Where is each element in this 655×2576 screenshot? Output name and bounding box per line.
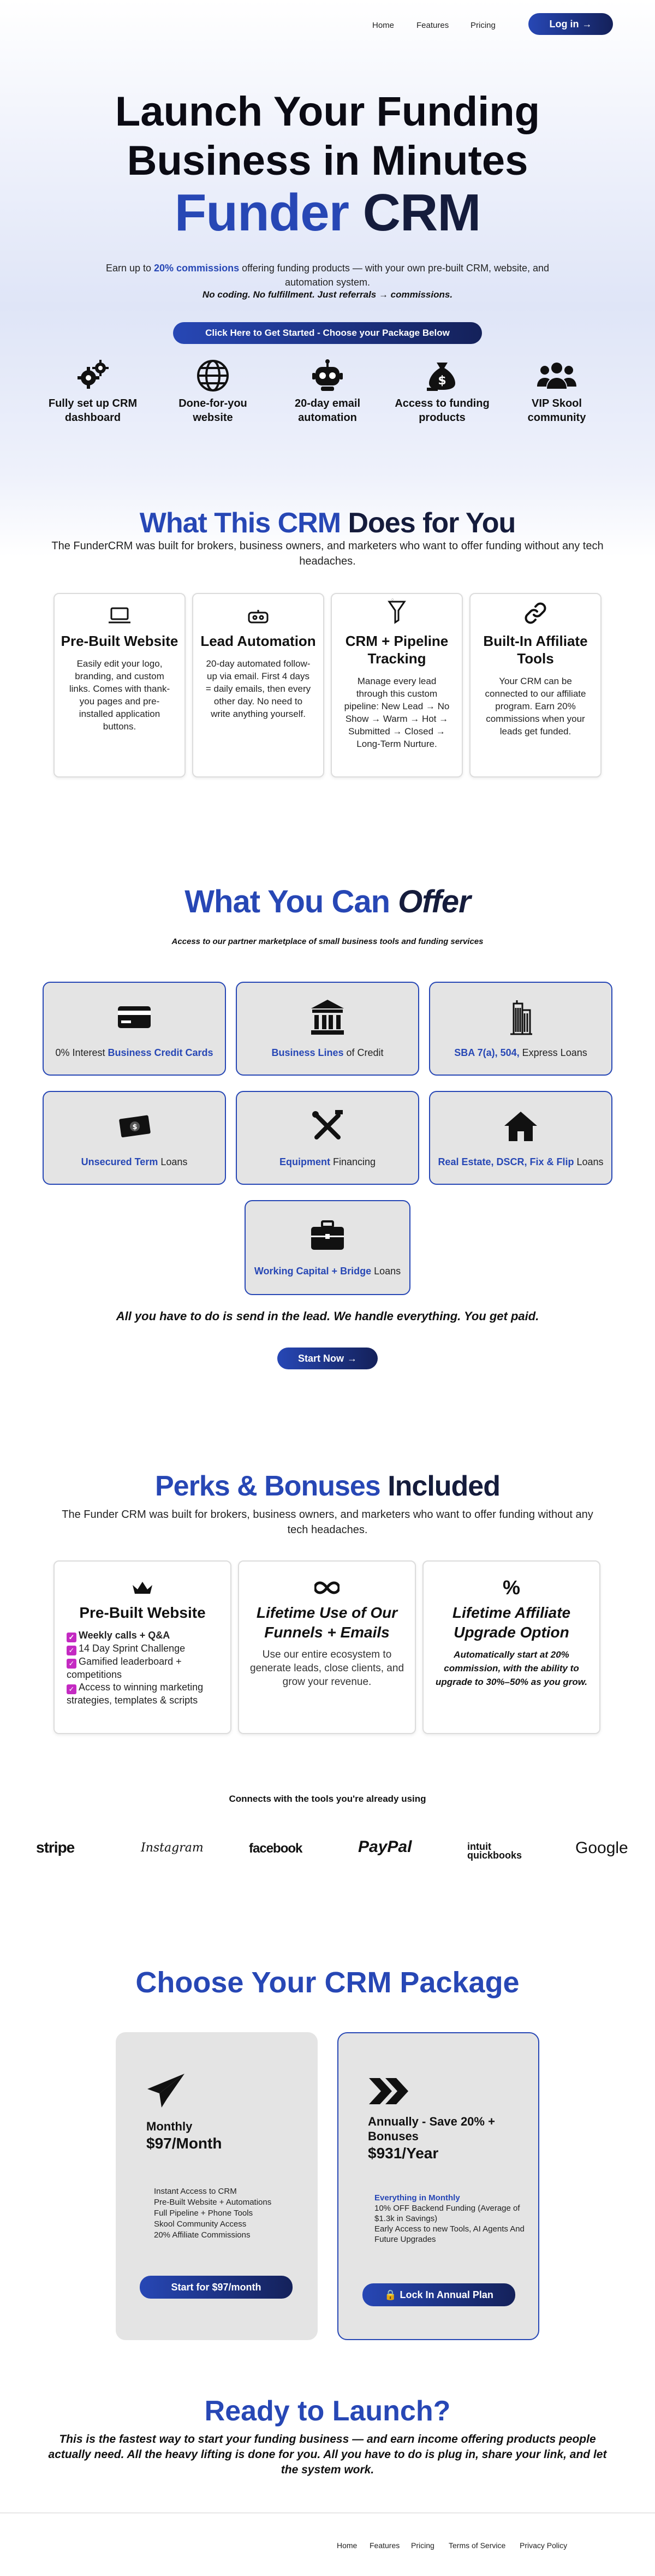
arrow-right-icon: → [347,1352,357,1364]
footer-pricing-link[interactable]: Pricing [411,2541,434,2550]
feature-item: Early Access to new Tools, AI Agents And Future Upgrades [374,2224,525,2244]
offer-credit-cards[interactable] [43,982,226,1076]
feature-item: 10% OFF Backend Funding (Average of $1.3k in Savings) [374,2204,520,2223]
percent-icon: % [502,1576,520,1599]
money-bag-icon [388,355,497,396]
brand-part2: CRM [362,183,481,242]
facebook-logo: facebook [249,1841,302,1856]
feature-label: Done-for-you website [178,397,247,424]
offer-highlight: Working Capital + Bridge [254,1266,372,1277]
offer-after: Loans [158,1156,188,1167]
start-now-button[interactable] [277,1348,378,1369]
feature-item: Instant Access to CRM [154,2187,237,2196]
offer-term-loans[interactable] [43,1091,226,1185]
offer-text [44,1047,225,1059]
feature-label: 20-day email automation [294,397,361,424]
crm-title-part2: Does for You [348,507,516,539]
card-title: Lead Automation [200,633,316,649]
checklist-label: Weekly calls + Q&A [79,1630,170,1641]
cash-icon [44,1107,225,1145]
community-icon [502,355,611,396]
tools-heading: Connects with the tools you're already using [229,1794,426,1804]
login-label: Log in [549,18,579,29]
offer-equipment-financing[interactable] [236,1091,419,1185]
perks-title-part1: Perks & Bonuses [155,1470,380,1502]
offer-working-capital[interactable] [245,1200,410,1295]
offer-after: of Credit [343,1047,384,1058]
nav-pricing-link[interactable]: Pricing [471,21,496,30]
annual-feature-list [374,2193,527,2245]
annual-button-label: Lock In Annual Plan [400,2289,493,2300]
hero-sub-highlight: 20% commissions [154,263,240,274]
feature-item [502,355,611,425]
card-text: Your CRM can be connected to our affiliate program. Earn 20% commissions when your leads get funded. [485,676,586,737]
lock-annual-button[interactable] [362,2283,515,2306]
checkbox-icon: ✓ [67,1659,76,1669]
crm-section-description: The FunderCRM was built for brokers, business owners, and marketers who want to offer funding without any tech headaches. [51,540,604,567]
perk-title: Lifetime Affiliate Upgrade Option [452,1604,571,1641]
card-text: Easily edit your logo, branding, and custom links. Comes with thank-you pages and pre-installed application buttons. [69,658,170,732]
svg-text:$: $ [132,1123,138,1131]
hero-emphasis: No coding. No fulfillment. Just referrals → commissions. [202,289,453,300]
infinity-icon [239,1577,415,1599]
crm-title-part1: What This CRM [139,507,341,539]
feature-label: Fully set up CRM dashboard [48,397,138,424]
checklist-label: Access to winning marketing strategies, templates & scripts [67,1682,204,1706]
start-now-label: Start Now [297,1352,344,1364]
double-chevron-icon [368,2077,409,2108]
pricing-title: Choose Your CRM Package [135,1966,520,1999]
paper-plane-icon [146,2073,186,2111]
laptop-icon [55,594,184,625]
credit-card-icon [44,998,225,1036]
hero-sub-before: Earn up to [105,263,154,274]
checklist-item [67,1629,218,1642]
svg-text:$: $ [438,374,446,388]
perk-checklist [67,1629,218,1707]
checklist-item [67,1642,218,1655]
feature-item: 20% Affiliate Commissions [154,2230,251,2240]
offer-title-part2: Offer [398,884,471,919]
feature-item: Skool Community Access [154,2219,247,2229]
crown-icon [55,1577,230,1599]
hero-subtitle [82,261,573,289]
offer-text [237,1047,418,1059]
perks-title-part2: Included [388,1470,500,1502]
card-text: 20-day automated follow-up via email. First 4 days = daily emails, then every other day. No need to write anything yourself. [205,658,311,719]
ready-text: This is the fastest way to start your funding business — and earn income offering products people actually need. All the heavy lifting is done for you. All you have to do is plug in, share your link, and let the system work. [48,2433,607,2476]
annual-plan-price: $931/Year [368,2145,439,2162]
feature-item: Pre-Built Website + Automations [154,2198,272,2207]
offer-tagline: All you have to do is send in the lead. We handle everything. You get paid. [116,1309,539,1323]
offer-sba-loans[interactable] [429,982,612,1076]
offer-highlight: Equipment [279,1156,330,1167]
checklist-label: Gamified leaderboard + competitions [67,1656,182,1680]
offer-before: 0% Interest [55,1047,108,1058]
perk-card-funnels [238,1560,416,1734]
brand-part1: Funder [174,183,349,242]
lock-icon: 🔒 [384,2289,397,2300]
robot-face-icon [193,594,323,625]
perk-text: Use our entire ecosystem to generate leads, close clients, and grow your revenue. [250,1649,404,1688]
hero-brand [0,183,655,243]
paypal-logo: PayPal [358,1838,412,1856]
footer-home-link[interactable]: Home [337,2541,358,2550]
offer-text [237,1156,418,1168]
checklist-item [67,1681,218,1707]
instagram-logo: Instagram [141,1841,204,1855]
footer-privacy-link[interactable]: Privacy Policy [520,2541,568,2550]
hero-title-line1: Launch Your Funding [115,88,540,135]
bank-icon [237,998,418,1036]
perk-title: Pre-Built Website [79,1604,206,1621]
crm-card-pipeline [331,593,463,777]
briefcase-icon [246,1216,409,1255]
offer-subtitle: Access to our partner marketplace of small business tools and funding services [171,937,484,946]
feature-label: Access to funding products [395,397,490,424]
offer-after: Loans [371,1266,401,1277]
feature-item [273,355,382,425]
offer-highlight: Unsecured Term [81,1156,158,1167]
card-title: CRM + Pipeline Tracking [345,633,449,667]
checkbox-icon: ✓ [67,1633,76,1642]
card-text: Manage every lead through this custom pipeline: New Lead → No Show → Warm → Hot → Submitted → Closed → Long-Term Nurture. [344,676,450,749]
offer-text [246,1266,409,1277]
offer-text [430,1156,611,1168]
card-title: Pre-Built Website [61,633,178,649]
crm-card-affiliate [469,593,602,777]
link-icon [471,594,600,625]
offer-text [430,1047,611,1059]
monthly-feature-list [154,2186,271,2241]
offer-after: Financing [330,1156,376,1167]
feature-row [33,355,622,437]
feature-item [38,355,147,425]
perks-section-description: The Funder CRM was built for brokers, business owners, and marketers who want to offer funding without any tech headaches. [62,1509,593,1536]
offer-highlight: Business Lines [271,1047,344,1058]
nav-features-link[interactable]: Features [416,21,449,30]
perk-text: Automatically start at 20% commission, with the ability to upgrade to 30%–50% as you grow. [435,1649,588,1687]
footer-features-link[interactable]: Features [370,2541,400,2550]
stripe-logo: stripe [36,1839,75,1856]
offer-highlight: SBA 7(a), 504, [454,1047,520,1058]
perk-card-affiliate [422,1560,600,1734]
house-icon [430,1107,611,1145]
feature-label: VIP Skool community [527,397,586,424]
checklist-label: 14 Day Sprint Challenge [79,1643,186,1654]
checklist-item [67,1655,218,1681]
feature-item [158,355,267,425]
annual-plan-name: Annually - Save 20% + Bonuses [368,2115,495,2143]
card-title: Built-In Affiliate Tools [483,633,588,667]
hero-title-line2: Business in Minutes [127,138,528,184]
checkbox-icon: ✓ [67,1684,76,1694]
offer-real-estate-loans[interactable] [429,1091,612,1185]
feature-item [388,355,497,425]
monthly-plan-name: Monthly [146,2120,193,2133]
robot-icon [273,355,382,396]
offer-section-title [0,883,655,920]
ready-title: Ready to Launch? [204,2395,451,2427]
monthly-package-card [116,2032,318,2340]
hero-sub-after: offering funding products — with your own pre-built CRM, website, and automation system. [239,263,550,288]
crm-card-website [53,593,186,777]
monthly-plan-price: $97/Month [146,2135,222,2152]
offer-title-part1: What You Can [184,884,390,919]
footer-terms-link[interactable]: Terms of Service [449,2541,506,2550]
building-icon [430,998,611,1036]
annual-package-card [337,2032,539,2340]
offer-text [44,1156,225,1168]
perk-title: Lifetime Use of Our Funnels + Emails [256,1604,398,1641]
offer-after: Express Loans [519,1047,587,1058]
offer-lines-of-credit[interactable] [236,982,419,1076]
arrow-right-icon: → [582,18,592,29]
offer-highlight: Real Estate, DSCR, Fix & Flip [438,1156,574,1167]
crm-card-automation [192,593,324,777]
monthly-button-label: Start for $97/month [171,2281,261,2293]
get-started-button[interactable]: Click Here to Get Started - Choose your Package Below [173,322,482,344]
checkbox-icon: ✓ [67,1646,76,1655]
google-logo: Google [575,1839,628,1857]
offer-highlight: Business Credit Cards [108,1047,213,1058]
offer-after: Loans [574,1156,604,1167]
login-button[interactable] [528,13,613,35]
start-monthly-button[interactable] [140,2276,293,2299]
gears-icon [38,355,147,396]
funnel-icon [332,594,462,625]
tools-icon [237,1107,418,1145]
hero-title [0,87,655,186]
perk-card-website [53,1560,231,1734]
nav-home-link[interactable]: Home [372,21,395,30]
globe-icon [158,355,267,396]
crm-section-title [0,507,655,539]
quickbooks-logo: intuit quickbooks [467,1841,522,1861]
perks-section-title [0,1470,655,1503]
feature-item: Everything in Monthly [374,2193,460,2203]
feature-item: Full Pipeline + Phone Tools [154,2209,253,2218]
